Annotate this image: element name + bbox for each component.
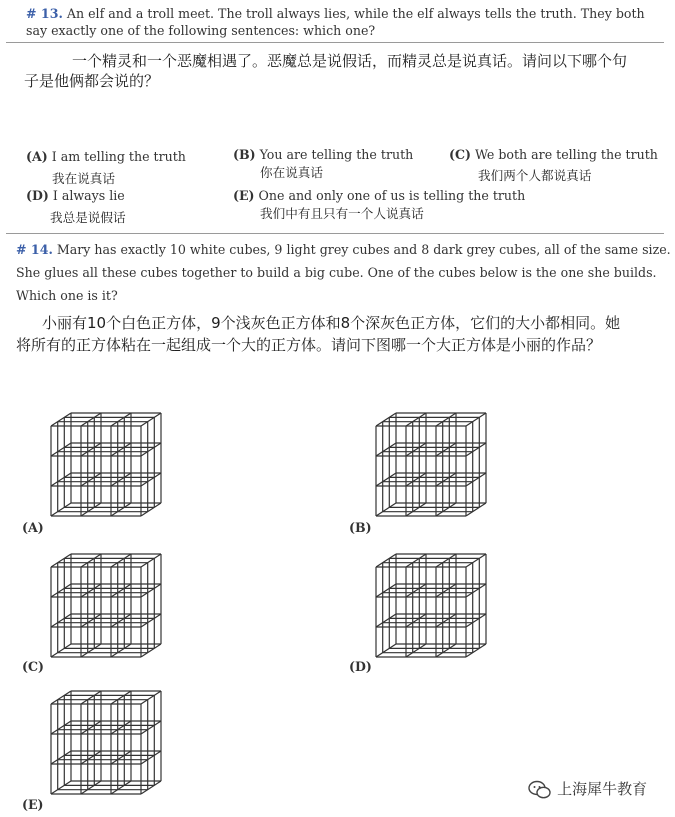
cube-edge — [51, 751, 71, 764]
q13-chinese-line2: 子是他俩都会说的？ — [24, 72, 160, 90]
cube-figure-b — [373, 398, 501, 532]
cube-edge — [51, 413, 71, 426]
cube-edge — [111, 721, 131, 734]
cube-edge — [51, 721, 71, 734]
cube-edge — [436, 644, 456, 657]
cube-edge — [141, 584, 161, 597]
cube-edge — [466, 554, 486, 567]
q13-header — [26, 6, 645, 21]
cube-edge — [466, 503, 486, 516]
watermark — [528, 778, 647, 800]
cube-edge — [111, 503, 131, 516]
cube-edge — [406, 614, 426, 627]
cube-edge — [141, 721, 161, 734]
cube-edge — [111, 691, 131, 704]
q13-option-d-chinese: 我总是说假话 — [50, 210, 126, 225]
cube-figure-c — [48, 539, 176, 673]
cube-edge — [406, 473, 426, 486]
q14-header — [16, 242, 671, 257]
cube-edge — [466, 614, 486, 627]
cube-edge — [376, 644, 396, 657]
cube-edge — [111, 584, 131, 597]
cube-edge — [111, 554, 131, 567]
q13-option-a-chinese: 我在说真话 — [52, 171, 115, 186]
q14-chinese-line2: 将所有的正方体粘在一起组成一个大的正方体。请问下图哪一个大正方体是小丽的作品？ — [16, 336, 602, 354]
cube-edge — [436, 413, 456, 426]
cube-edge — [81, 721, 101, 734]
q13-option-e[interactable] — [233, 188, 525, 203]
cube-edge — [111, 413, 131, 426]
cube-edge — [111, 751, 131, 764]
q13-number: # 13. — [26, 6, 63, 21]
cube-edge — [141, 413, 161, 426]
q14-option-d-label[interactable]: (D) — [349, 659, 372, 674]
cube-edge — [51, 473, 71, 486]
cube-edge — [81, 614, 101, 627]
cube-edge — [81, 473, 101, 486]
cube-edge — [141, 644, 161, 657]
cube-edge — [81, 781, 101, 794]
q14-english-line1: Mary has exactly 10 white cubes, 9 light grey cubes and 8 dark grey cubes, all of the same size. — [56, 242, 671, 257]
cube-edge — [81, 443, 101, 456]
cube-edge — [111, 443, 131, 456]
q13-option-b-chinese: 你在说真话 — [260, 165, 323, 180]
cube-figure-e — [48, 676, 176, 810]
cube-edge — [81, 691, 101, 704]
cube-edge — [406, 413, 426, 426]
cube-edge — [141, 781, 161, 794]
cube-edge — [141, 503, 161, 516]
cube-edge — [111, 614, 131, 627]
option-english: You are telling the truth — [259, 147, 414, 162]
q13-option-a[interactable] — [26, 149, 186, 164]
q14-option-c-label[interactable]: (C) — [22, 659, 44, 674]
q14-number: # 14. — [16, 242, 53, 257]
cube-edge — [81, 644, 101, 657]
q14-chinese-line1: 小丽有10个白色正方体，9个浅灰色正方体和8个深灰色正方体，它们的大小都相同。她 — [42, 314, 621, 332]
cube-edge — [81, 751, 101, 764]
q13-option-b[interactable] — [233, 147, 413, 162]
cube-figure-d — [373, 539, 501, 673]
cube-edge — [406, 443, 426, 456]
q14-option-b-label[interactable]: (B) — [349, 520, 372, 535]
cube-edge — [466, 644, 486, 657]
cube-edge — [466, 584, 486, 597]
cube-edge — [51, 644, 71, 657]
cube-edge — [376, 614, 396, 627]
option-label: (A) — [26, 149, 48, 164]
q13-chinese-line1: 一个精灵和一个恶魔相遇了。恶魔总是说假话，而精灵总是说真话。请问以下哪个句 — [72, 52, 628, 70]
q14-english-line3: Which one is it? — [16, 288, 118, 303]
cube-edge — [141, 473, 161, 486]
cube-edge — [81, 413, 101, 426]
cube-edge — [436, 614, 456, 627]
cube-edge — [141, 751, 161, 764]
cube-edge — [141, 614, 161, 627]
cube-edge — [111, 473, 131, 486]
watermark-text: 上海犀牛教育 — [557, 780, 648, 798]
q14-english-line2: She glues all these cubes together to build a big cube. One of the cubes below is the one she builds. — [16, 265, 657, 280]
cube-edge — [376, 584, 396, 597]
cube-edge — [436, 503, 456, 516]
cube-edge — [51, 503, 71, 516]
option-english: One and only one of us is telling the truth — [258, 188, 526, 203]
cube-edge — [406, 554, 426, 567]
cube-edge — [51, 554, 71, 567]
q13-option-c-chinese: 我们两个人都说真话 — [478, 168, 592, 183]
option-english: I always lie — [52, 188, 125, 203]
option-label: (D) — [26, 188, 49, 203]
cube-edge — [436, 554, 456, 567]
q13-english-line2: say exactly one of the following sentences: which one? — [26, 23, 376, 38]
option-english: We both are telling the truth — [474, 147, 658, 162]
cube-edge — [406, 584, 426, 597]
divider — [6, 233, 664, 234]
cube-edge — [376, 554, 396, 567]
wechat-icon — [528, 780, 552, 800]
cube-edge — [436, 473, 456, 486]
cube-edge — [141, 691, 161, 704]
option-label: (B) — [233, 147, 256, 162]
cube-edge — [51, 443, 71, 456]
cube-edge — [376, 413, 396, 426]
cube-edge — [51, 584, 71, 597]
q13-option-d[interactable] — [26, 188, 125, 203]
divider — [6, 42, 664, 43]
cube-edge — [81, 503, 101, 516]
cube-edge — [466, 473, 486, 486]
q14-option-e-label[interactable]: (E) — [22, 797, 44, 812]
cube-edge — [406, 503, 426, 516]
cube-edge — [51, 781, 71, 794]
cube-edge — [376, 473, 396, 486]
option-label: (C) — [449, 147, 471, 162]
cube-edge — [466, 443, 486, 456]
q13-option-e-chinese: 我们中有且只有一个人说真话 — [260, 206, 424, 221]
cube-edge — [436, 584, 456, 597]
option-english: I am telling the truth — [51, 149, 186, 164]
cube-edge — [51, 614, 71, 627]
q14-option-a-label[interactable]: (A) — [22, 520, 44, 535]
cube-edge — [466, 413, 486, 426]
q13-option-c[interactable] — [449, 147, 658, 162]
cube-edge — [141, 443, 161, 456]
cube-edge — [81, 554, 101, 567]
option-label: (E) — [233, 188, 255, 203]
cube-edge — [436, 443, 456, 456]
cube-edge — [111, 781, 131, 794]
cube-edge — [81, 584, 101, 597]
cube-edge — [406, 644, 426, 657]
cube-edge — [51, 691, 71, 704]
cube-edge — [376, 443, 396, 456]
cube-edge — [111, 644, 131, 657]
cube-edge — [376, 503, 396, 516]
cube-edge — [141, 554, 161, 567]
cube-figure-a — [48, 398, 176, 532]
q13-english-line1: An elf and a troll meet. The troll always lies, while the elf always tells the truth. They both — [66, 6, 645, 21]
